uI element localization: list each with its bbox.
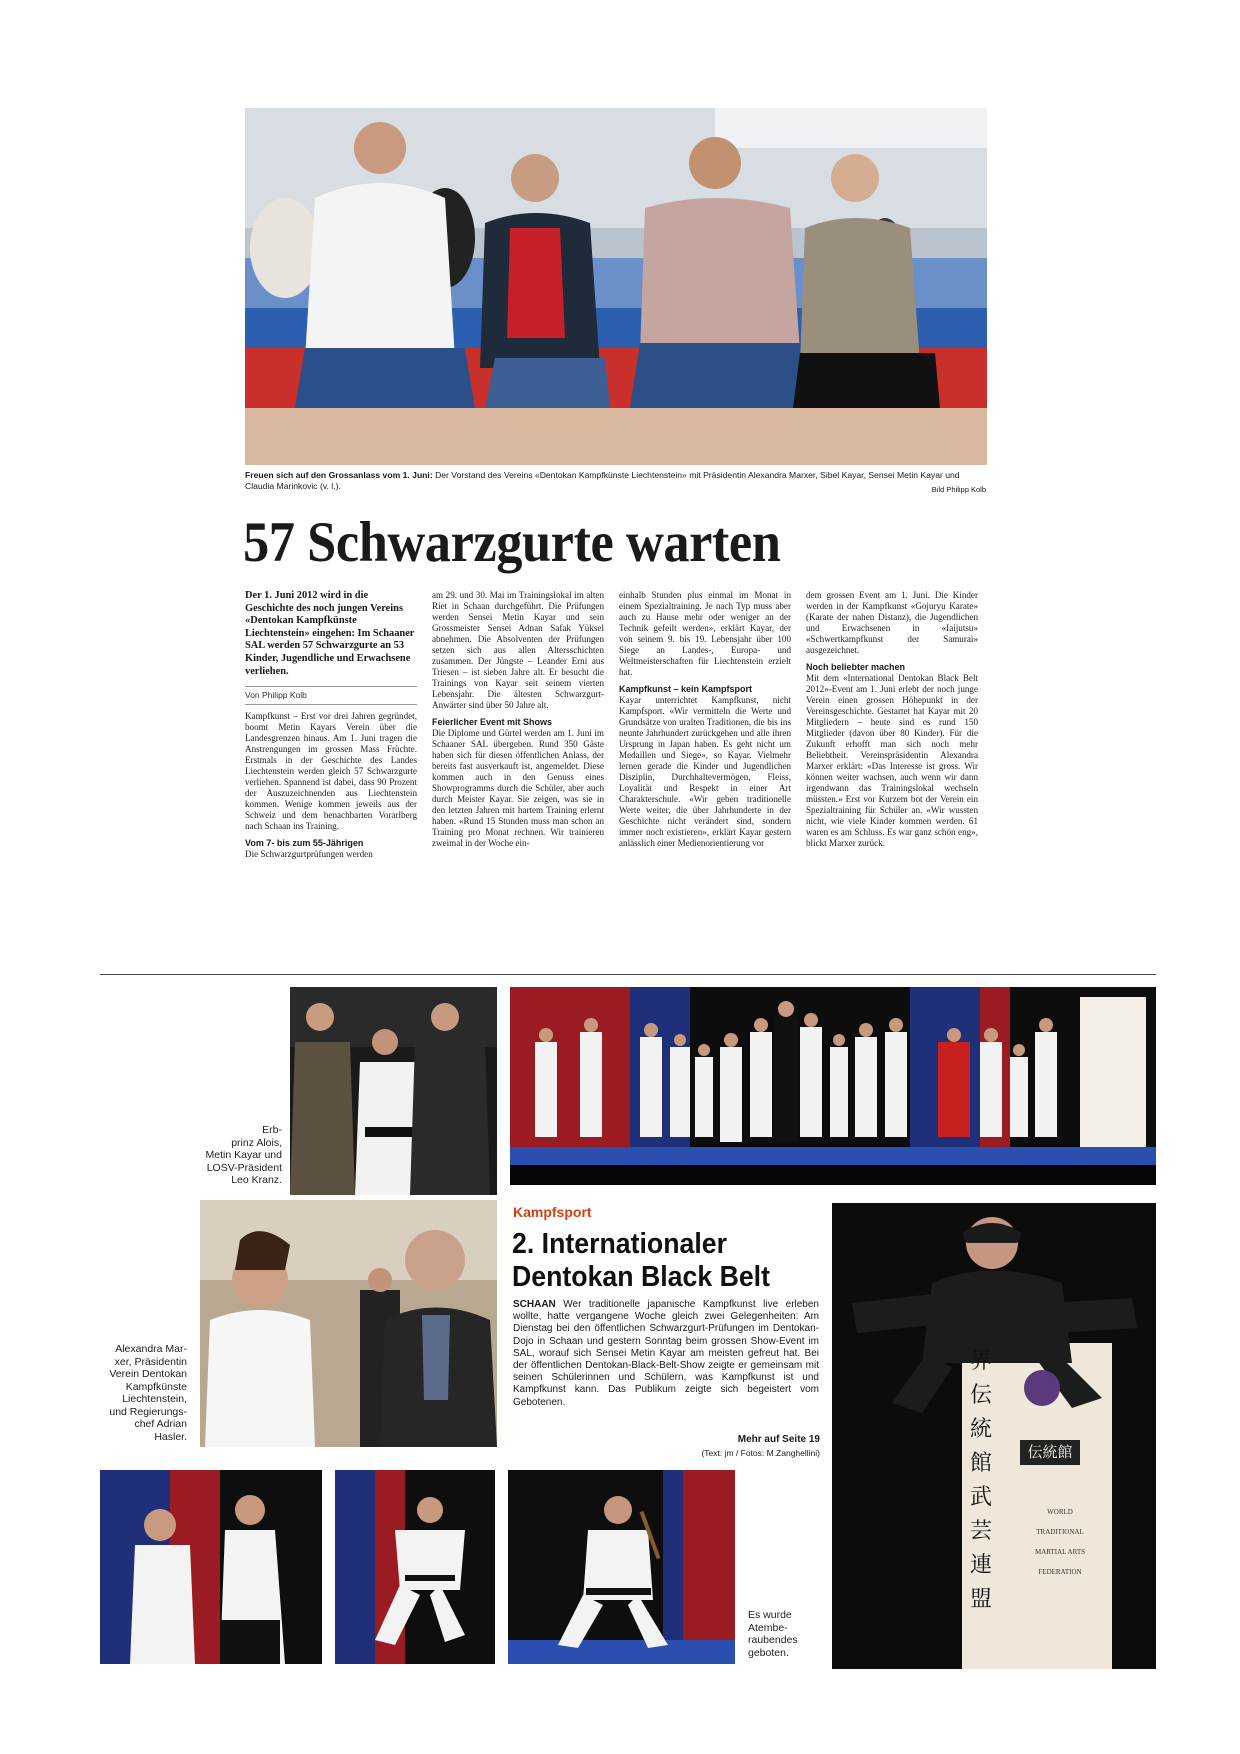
caption-line: Leo Kranz. bbox=[231, 1174, 282, 1186]
column-3-text: einhalb Stunden plus einmal im Monat in einem Spezialtraining. Je nach Typ muss aber auch zu Hause mehr oder weniger an der Technik gefeilt werden», erklärt Kayar, der von seinem 9. bis 19. Lebensjahr über 100 Siege an Landes-, Europa- und Weltmeisterschaften für Liechtenstein erzielt hat. bbox=[619, 590, 791, 677]
caption-erbprinz bbox=[160, 1124, 282, 1187]
caption-line: LOSV-Präsident bbox=[206, 1161, 282, 1174]
subheading-beliebter: Noch beliebter machen bbox=[806, 662, 906, 672]
banner-kanji: 伝統館 bbox=[1027, 1443, 1073, 1461]
lower-headline-line-1: 2. Internationaler bbox=[512, 1228, 727, 1260]
banner-line: FEDERATION bbox=[1038, 1568, 1082, 1576]
banner-line: WORLD bbox=[1047, 1508, 1073, 1516]
caption-line: Es wurde bbox=[748, 1609, 792, 1621]
caption-line: prinz Alois, bbox=[231, 1136, 282, 1149]
photo-stance-sticks bbox=[508, 1470, 735, 1664]
top-photo-caption bbox=[245, 470, 985, 492]
caption-line: Erb- bbox=[262, 1124, 282, 1136]
caption-line: Metin Kayar und bbox=[205, 1149, 282, 1161]
section-kicker: Kampfsport bbox=[513, 1204, 592, 1220]
photo-marxer-hasler bbox=[200, 1200, 497, 1447]
more-link[interactable]: Mehr auf Seite 19 bbox=[737, 1434, 820, 1445]
column-2-text-2: Die Diplome und Gürtel werden am 1. Juni im Schaaner SAL übergeben. Rund 350 Gäste haben sich für diesen öffentlichen Anlass, der bereits fast ausverkauft ist, angemeldet. Diese kommen auch in den Genuss eines Showprogramms durch die Schüler, aber auch durch Meister Kayar. Sie zeigen, was sie in den letzten Jahren mit hartem Training erlernt haben. «Rund 15 Stunden muss man schon an Training pro Monat rechnen. Wir trainieren zweimal in der Woche ein- bbox=[432, 728, 604, 848]
dateline: SCHAAN bbox=[513, 1299, 556, 1310]
caption-text: Der Vorstand des Vereins «Dentokan Kampfkünste Liechtenstein» mit Präsidentin Alexandra Marxer, Sibel Kayar, Sensei Metin Kayar und Claudia Marinkovic (v. l.). bbox=[245, 470, 960, 491]
photo-jump-kick bbox=[335, 1470, 495, 1664]
article-column-3 bbox=[619, 590, 791, 849]
column-1-text-2: Die Schwarzgurtprüfungen werden bbox=[245, 849, 373, 860]
caption-line: Verein Dentokan bbox=[109, 1368, 187, 1380]
caption-line: und Regierungs- bbox=[109, 1405, 187, 1418]
banner-line: MARTIAL ARTS bbox=[1034, 1548, 1086, 1556]
top-group-photo bbox=[245, 108, 987, 465]
column-4-text: dem grossen Event am 1. Juni. Die Kinder werden in der Kampfkunst «Gojuryu Karate» (Karate der nahen Distanz), die Jugendlichen und Erwachsenen in «Iaijutsu» «Schwertkampfkunst der Samurai» ausgezeichnet. bbox=[806, 590, 978, 655]
byline: Von Philipp Kolb bbox=[245, 686, 417, 705]
caption-line: xer, Präsidentin bbox=[114, 1355, 187, 1368]
lower-body bbox=[513, 1299, 819, 1409]
caption-line: geboten. bbox=[748, 1646, 789, 1659]
photo-erbprinz bbox=[290, 987, 497, 1195]
article-column-2 bbox=[432, 590, 604, 849]
banner-logo-box bbox=[1020, 1440, 1080, 1465]
article-headline: 57 Schwarzgurte warten bbox=[243, 511, 781, 574]
photo-flying-kick bbox=[832, 1203, 1156, 1669]
photo-sparring bbox=[100, 1470, 322, 1664]
caption-bold: Freuen sich auf den Grossanlass vom 1. Juni: bbox=[245, 470, 433, 480]
column-3-text-2: Kayar unterrichtet Kampfkunst, nicht Kampfsport. «Wir vermitteln die Werte und Grundsätze von uralten Traditionen, die bis ins neunte Jahrhundert zurückgehen und alle ihren Ursprung in Japan haben. Es geht nicht um Medaillen und Siege», so Kayar. Vielmehr lernen gerade die Kinder und Jugendlichen Disziplin, Durchhaltevermögen, Fleiss, Loyalität und Respekt in einer Art Charakterschule. «Wir geben traditionelle Werte weiter, die über Jahrhunderte in der Geschichte nicht verändert sind, sondern immer noch existieren», erklärt Kayar gestern anlässlich einer Medienorientierung vor bbox=[619, 695, 791, 848]
column-4-text-2: Mit dem «International Dentokan Black Belt 2012»-Event am 1. Juni erlebt der noch junge Verein einen grossen Höhepunkt in der Vereinsgeschichte. Gestartet hat Kayar mit 20 Mitgliedern – heute sind es rund 150 Mitglieder (davon über 80 Kinder). Für die Zukunft erhofft man sich noch mehr Beliebtheit. Vereinspräsidentin Alexandra Marxer erklärt: «Das Interesse ist gross. Wir können weiter wachsen, auch wenn wir dann irgendwann das Trainingslokal wechseln müssten.» Erst vor Kurzem bot der Verein ein Spezialtraining für Schüler an. «Wir wussten nicht, wie viele Kinder kommen werden. 61 waren es am Schluss. Es war ganz schön eng», blickt Marxer zurück. bbox=[806, 673, 978, 848]
lower-body-text: Wer traditionelle japanische Kampfkunst live erleben wollte, hatte vergangene Woche gleich zwei Gelegenheiten: Am Dienstag bei den öffentlichen Schwarzgurt-Prüfungen im Dentokan-Dojo in Schaan und gestern Sonntag beim grossen Show-Event im SAL, worauf sich Sensei Metin Kayar am meisten gefreut hat. Bei der öffentlichen Dentokan-Black-Belt-Show zeigte er gemeinsam mit seinen Schülerinnen und Schülern, was Kampfkunst ist und Kampfkunst kann. Das Publikum zeigte sich begeistert vom Gebotenen. bbox=[513, 1299, 819, 1408]
column-2-text: am 29. und 30. Mai im Trainingslokal im alten Riet in Schaan durchgeführt. Die Prüfungen werden Sensei Metin Kayar und sein Grossmeister Sensei Adnan Safak Yüksel abnehmen. Die Absolventen der Prüfungen setzen sich aus allen Altersschichten zusammen. Der Jüngste – Leander Erni aus Triesen – ist sieben Jahre alt. Er besucht die Trainings von Kayar seit seinem vierten Lebensjahr. Die ältesten Schwarzgurt-Anwärter sind über 50 Jahre alt. bbox=[432, 590, 604, 710]
photo-stage-group bbox=[510, 987, 1156, 1185]
caption-line: raubendes bbox=[748, 1634, 798, 1646]
article-column-4 bbox=[806, 590, 978, 849]
caption-line: Hasler. bbox=[154, 1430, 187, 1443]
caption-line: Alexandra Mar- bbox=[115, 1343, 187, 1355]
lower-credit: (Text: jm / Fotos: M.Zanghellini) bbox=[701, 1448, 820, 1458]
banner-vertical-text bbox=[970, 1345, 994, 1617]
caption-line: Kampfkünste bbox=[125, 1380, 187, 1393]
lower-headline-line-2: Dentokan Black Belt bbox=[512, 1261, 770, 1293]
lower-headline bbox=[512, 1228, 816, 1294]
caption-line: chef Adrian bbox=[134, 1418, 187, 1430]
caption-line: Atembe- bbox=[748, 1621, 788, 1634]
banner-line: TRADITIONAL bbox=[1036, 1528, 1084, 1536]
article-lead: Der 1. Juni 2012 wird in die Geschichte des noch jungen Vereins «Dentokan Kampfkünste Liechtenstein» eingehen: Im Schaaner SAL werden 57 Schwarzgurte an 53 Kinder, Jugendliche und Erwachsene verliehen. bbox=[245, 590, 415, 677]
subheading-kampfkunst: Kampfkunst – kein Kampfsport bbox=[619, 684, 753, 694]
banner-federation-text bbox=[1020, 1502, 1100, 1582]
caption-atemberaubend bbox=[748, 1609, 828, 1659]
banner-vertical: 界伝統館武芸連盟 bbox=[970, 1349, 993, 1612]
photo-credit: Bild Philipp Kolb bbox=[931, 485, 986, 494]
article-column-1 bbox=[245, 590, 417, 860]
caption-marxer bbox=[80, 1343, 187, 1443]
column-1-text: Kampfkunst – Erst vor drei Jahren gegründet, boomt Metin Kayars Verein über die Landesgrenzen hinaus. Am 1. Juni tragen die Anstrengungen im grossen Mass Früchte. Erstmals in der Geschichte des Landes Liechtenstein werden gleich 57 Schwarzgurte verliehen. Spannend ist dabei, dass 90 Prozent der Auszuzeichnenden aus Liechtenstein kommen. Wenige kommen jeweils aus der Schweiz und dem benachbarten Vorarlberg nach Schaan ins Training. bbox=[245, 711, 417, 832]
caption-line: Liechtenstein, bbox=[122, 1393, 187, 1405]
section-divider bbox=[100, 974, 1156, 975]
subheading-event: Feierlicher Event mit Shows bbox=[432, 717, 553, 727]
subheading-ages: Vom 7- bis zum 55-Jährigen bbox=[245, 838, 364, 849]
